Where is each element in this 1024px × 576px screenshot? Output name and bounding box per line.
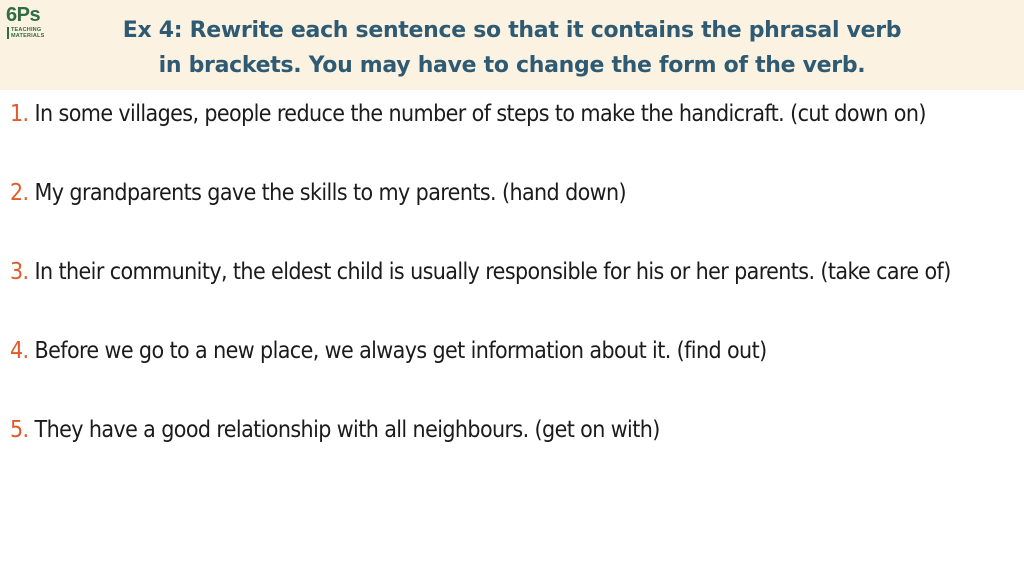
item-text: My grandparents gave the skills to my parents. (hand down) [34, 180, 626, 206]
item-number: 1. [10, 101, 29, 127]
logo-subtitle-1: TEACHING [11, 27, 42, 33]
exercise-title-line-1: Ex 4: Rewrite each sentence so that it contains the phrasal verb [122, 18, 902, 43]
exercise-item-2 [10, 174, 1010, 213]
exercise-item-3 [10, 253, 1010, 292]
exercise-item-4 [10, 332, 1010, 371]
item-number: 4. [10, 338, 29, 364]
item-text: In some villages, people reduce the number of steps to make the handicraft. (cut down on) [34, 101, 926, 127]
item-text: In their community, the eldest child is usually responsible for his or her parents. (take care of) [34, 259, 951, 285]
exercise-item-1 [10, 95, 1010, 134]
item-number: 5. [10, 417, 29, 443]
item-text: They have a good relationship with all neighbours. (get on with) [34, 417, 660, 443]
logo-bar [7, 27, 9, 39]
item-text: Before we go to a new place, we always get information about it. (find out) [34, 338, 767, 364]
item-number: 3. [10, 259, 29, 285]
brand-logo [6, 5, 50, 41]
header-banner [0, 0, 1024, 90]
item-number: 2. [10, 180, 29, 206]
exercise-title [60, 13, 964, 83]
logo-subtitle-2: MATERIALS [11, 33, 45, 39]
exercise-item-5 [10, 411, 1010, 450]
logo-mark: 6Ps [6, 4, 41, 26]
exercise-title-line-2: in brackets. You may have to change the form of the verb. [158, 53, 866, 78]
exercise-list [10, 95, 1010, 490]
